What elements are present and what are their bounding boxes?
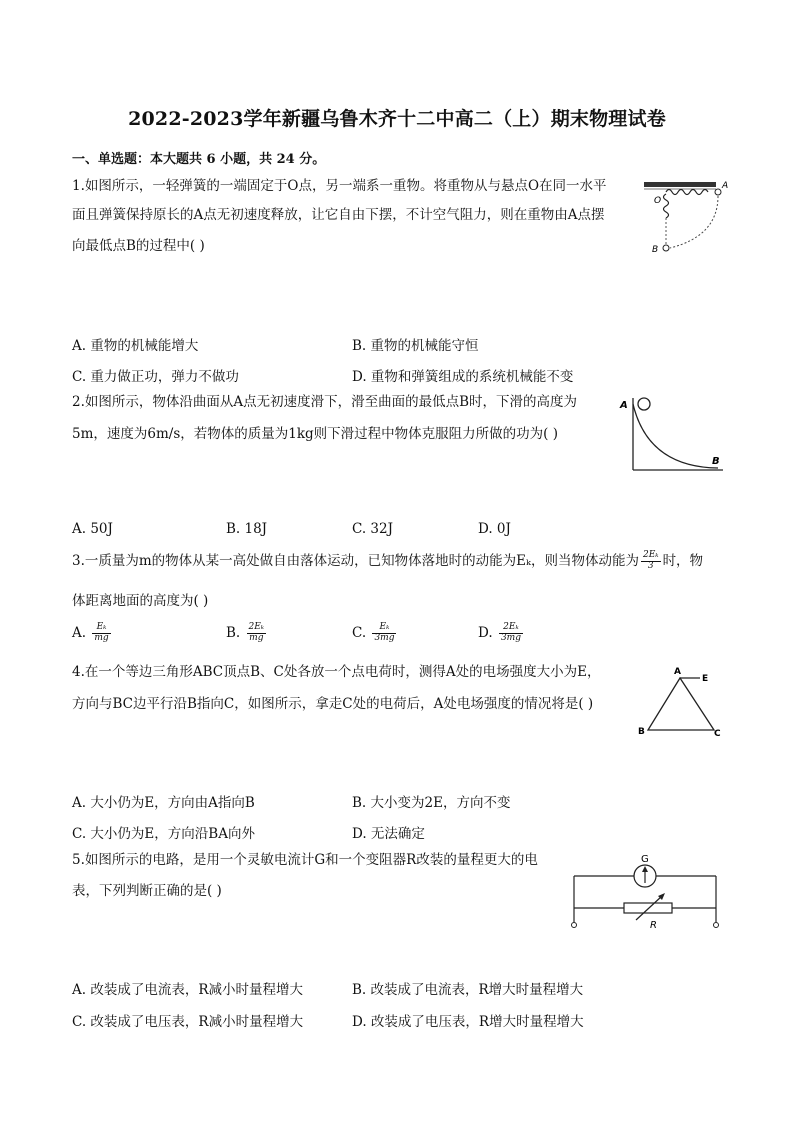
q3-fraction-denominator: 3 <box>647 560 654 571</box>
q1-option-c: C. 重力做正功，弹力不做功 <box>72 369 239 385</box>
q3-option-c-denominator: 3mg <box>374 632 395 643</box>
q5-fig-label-g: G <box>641 854 649 865</box>
q3-option-c-label: C. <box>352 624 367 641</box>
q3-option-b-numerator: 2Eₖ <box>248 622 265 632</box>
q5-option-a: A. 改装成了电流表，R减小时量程增大 <box>72 982 303 998</box>
q3-option-a-fraction <box>92 623 110 644</box>
q5-option-c: C. 改装成了电压表，R减小时量程增大 <box>72 1014 304 1030</box>
q1-option-b: B. 重物的机械能守恒 <box>352 338 479 354</box>
page-title: 2022-2023学年新疆乌鲁木齐十二中高二（上）期末物理试卷 <box>128 108 666 130</box>
q3-option-d-numerator: 2Eₖ <box>499 623 523 634</box>
q1-line-2: 面且弹簧保持原长的A点无初速度释放，让它自由下摆，不计空气阻力，则在重物由A点摆 <box>72 207 605 223</box>
q2-option-c: C. 32J <box>352 521 394 537</box>
q3-option-d-denominator: 3mg <box>500 632 521 643</box>
q4-fig-label-e: E <box>702 674 709 684</box>
q3-fraction <box>641 551 661 572</box>
q3-option-c-fraction <box>372 623 396 644</box>
q3-option-a-label: A. <box>72 624 87 641</box>
q3-option-c <box>352 623 398 644</box>
q3-option-b-denominator: mg <box>249 632 264 643</box>
q3-option-a-denominator: mg <box>94 632 109 643</box>
q1-fig-label-a: A <box>722 181 729 191</box>
q2-option-b: B. 18J <box>226 521 268 537</box>
section-heading: 一、单选题：本大题共 6 小题，共 24 分。 <box>72 152 326 167</box>
q3-line-2: 体距离地面的高度为( ) <box>72 593 209 609</box>
q3-fraction-numerator: 2Eₖ <box>642 550 659 560</box>
q4-line-2: 方向与BC边平行沿B指向C，如图所示，拿走C处的电荷后，A处电场强度的情况将是( ) <box>72 696 594 712</box>
q3-option-d-label: D. <box>478 624 493 641</box>
q5-fig-label-r: R <box>650 920 657 930</box>
q4-line-1: 4.在一个等边三角形ABC顶点B、C处各放一个点电荷时，测得A处的电场强度大小为E， <box>72 664 601 680</box>
q4-option-b: B. 大小变为2E，方向不变 <box>352 795 511 811</box>
q4-figure <box>634 664 728 740</box>
q3-option-d-fraction <box>499 623 523 644</box>
q5-figure <box>566 850 730 930</box>
q3-option-a-numerator: Eₖ <box>92 623 110 634</box>
q1-fig-label-o: O <box>654 196 662 206</box>
q5-option-b: B. 改装成了电流表，R增大时量程增大 <box>352 982 584 998</box>
q4-option-d: D. 无法确定 <box>352 826 425 842</box>
q3-line-1-tail: 时，物 <box>662 552 704 569</box>
q2-fig-label-a: A <box>620 400 628 411</box>
q3-option-b-label: B. <box>226 624 241 641</box>
q5-line-2: 表，下列判断正确的是( ) <box>72 883 222 899</box>
q3-option-a <box>72 623 113 644</box>
q3-line-1-text: 3.一质量为m的物体从某一高处做自由落体运动，已知物体落地时的动能为Eₖ，则当物体动能为 <box>72 552 639 569</box>
q1-figure <box>640 176 730 258</box>
q5-option-d: D. 改装成了电压表，R增大时量程增大 <box>352 1014 584 1030</box>
q3-option-c-numerator: Eₖ <box>372 623 396 634</box>
q1-line-1: 1.如图所示，一轻弹簧的一端固定于O点，另一端系一重物。将重物从与悬点O在同一水平 <box>72 178 607 194</box>
q4-option-a: A. 大小仍为E，方向由A指向B <box>72 795 255 811</box>
q3-option-b <box>226 623 268 644</box>
q3-line-1 <box>72 551 703 572</box>
q1-option-a: A. 重物的机械能增大 <box>72 338 199 354</box>
q5-line-1: 5.如图所示的电路，是用一个灵敏电流计G和一个变阻器R改装的量程更大的电 <box>72 852 538 868</box>
q4-fig-label-b: B <box>638 727 645 737</box>
q2-line-2: 5m，速度为6m/s，若物体的质量为1kg则下滑过程中物体克服阻力所做的功为( ) <box>72 426 558 442</box>
q4-fig-label-c: C <box>714 729 721 739</box>
q2-line-1: 2.如图所示，物体沿曲面从A点无初速度滑下，滑至曲面的最低点B时，下滑的高度为 <box>72 394 578 410</box>
q3-option-d <box>478 623 525 644</box>
q2-option-d: D. 0J <box>478 521 511 537</box>
q1-line-3: 向最低点B的过程中( ) <box>72 238 205 254</box>
q2-figure <box>618 392 728 476</box>
q4-option-c: C. 大小仍为E，方向沿BA向外 <box>72 826 255 842</box>
q4-fig-label-a: A <box>674 667 681 677</box>
q2-option-a: A. 50J <box>72 521 113 537</box>
q2-fig-label-b: B <box>712 456 720 467</box>
q1-option-d: D. 重物和弹簧组成的系统机械能不变 <box>352 369 574 385</box>
q1-fig-label-b: B <box>652 245 659 255</box>
q3-option-b-fraction <box>247 623 267 644</box>
